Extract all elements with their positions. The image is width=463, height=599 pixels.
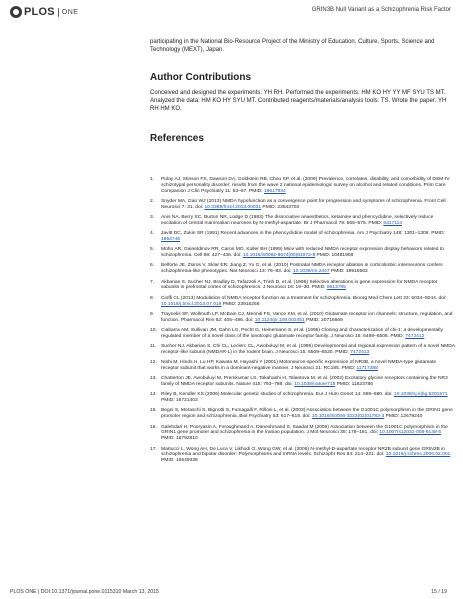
reference-body: Anis NA, Berry SC, Burton NR, Lodge D (1983) The dissociative anaesthetics, ketamine and phencyclidine, selectively reduce excitation of central mammalian neurones by N-methyl-aspartate. Br J Pharmacol 79: 565–575. PMID:	[161, 215, 434, 227]
reference-suffix: PMID: 23543703	[261, 204, 300, 210]
reference-text	[161, 447, 455, 465]
reference-text	[161, 408, 455, 420]
reference-number: 4.	[150, 231, 155, 237]
reference-text	[161, 376, 455, 388]
reference-suffix: PMID: 18792810	[161, 436, 198, 442]
reference-body: Pulay AJ, Stinson FS, Dawson DA, Goldstein RB, Chou SP, et al. (2009) Prevalence, correlates, disability, and comorbidity of DSM-IV schizotypal personality disorder: results from the wave 2 national epidemiologic survey on alcohol and related conditions. Prim Care Companion J Clin Psychiatry 11: 53–67. PMID:	[161, 177, 450, 194]
reference-body: Mohn AR, Gainetdinov RR, Caron MG, Koller BH (1999) Mice with reduced NMDA receptor expression display behaviors related to schizophrenia. Cell 98: 427–436. doi:	[161, 247, 444, 259]
reference-link[interactable]: 8613785	[326, 285, 346, 291]
reference-number: 8.	[150, 295, 155, 301]
reference-number: 10.	[150, 327, 157, 333]
page-number: 15 / 19	[431, 589, 447, 595]
reference-body: Riley B, Kendler KS (2006) Molecular genetic studies of schizophrenia. Eur J Hum Genet 14: 669–680. doi:	[161, 392, 394, 398]
reference-body: Akbarian S, Sucher NJ, Bradley D, Tafazzoli A, Trinh D, et al. (1996) Selective alterations in gene expression for NMDA receptor subunits in prefrontal cortex of schizophrenics. J Neurosci 16: 19–30. PMID:	[161, 279, 438, 291]
reference-item	[150, 408, 455, 420]
reference-text	[161, 360, 455, 372]
reference-item	[150, 247, 455, 259]
reference-text	[161, 312, 455, 324]
reference-item	[150, 263, 455, 275]
reference-link[interactable]: 10.1038/sj.ejhg.5201571	[393, 392, 448, 398]
reference-body: Belforte JE, Zsiros V, Sklar ER, Jiang Z, Yu G, et al. (2010) Postnatal NMDA receptor ablation in corticolimbic interneurons confers schizophrenia-like phenotypes. Nat Neurosci 13: 76–83. doi:	[161, 263, 443, 275]
reference-body: Ciabarra AM, Sullivan JM, Gahn LG, Pecht G, Heinemann S, et al. (1995) Cloning and characterization of chi-1: a developmentally regulated member of a novel class of the ionotropic glutamate receptor family. J Neurosci 15: 6498–6508. PMID:	[161, 327, 443, 339]
reference-link[interactable]: 1654746	[161, 237, 181, 243]
reference-suffix: PMID: 19915563	[329, 269, 368, 275]
reference-link[interactable]: 10.1016/S0092-8674(00)81972-8	[242, 253, 316, 259]
reference-number: 1.	[150, 177, 155, 182]
reference-link[interactable]: 7472412	[405, 333, 425, 339]
reference-text	[161, 344, 455, 356]
reference-link[interactable]: 10.1016/S0006-3223(02)01783-3	[311, 414, 385, 420]
reference-item	[150, 280, 455, 292]
reference-suffix: PMID: 20716669	[304, 317, 343, 323]
reference-body: Begni S, Moraschi S, Bignotti S, Fumagalli F, Rillosi L, et al. (2003) Association between the G1001C polymorphism in the GRIN1 gene promoter region and schizophrenia. Biol Psychiatry 53: 617–619. doi:	[161, 408, 453, 420]
reference-item	[150, 231, 455, 243]
logo-divider	[58, 8, 59, 17]
reference-number: 11.	[150, 344, 157, 349]
reference-text	[161, 263, 455, 275]
reference-link[interactable]: 11717388	[356, 366, 378, 372]
reference-text	[161, 392, 455, 404]
reference-link[interactable]: 10.1038/nn.2447	[292, 269, 330, 275]
reference-suffix: PMID: 12679240	[384, 414, 423, 420]
reference-text	[161, 177, 455, 195]
reference-suffix: PMID: 16721403	[161, 398, 198, 404]
reference-link[interactable]: 10.1007/s12031-008-9148-5	[379, 430, 442, 436]
reference-suffix: PMID: 11823786	[335, 382, 373, 388]
reference-text	[161, 215, 455, 227]
reference-text	[161, 199, 455, 211]
reference-number: 5.	[150, 247, 155, 253]
reference-number: 7.	[150, 279, 155, 285]
reference-link[interactable]: 10.1016/j.schres.2006.02.001	[385, 452, 451, 458]
reference-item	[150, 425, 455, 443]
reference-text	[161, 328, 455, 340]
reference-body: Nishi M, Hinds H, Lu HP, Kawata M, Hayashi Y (2001) Motoneuron-specific expression of NR3B, a novel NMDA-type glutamate receptor subunit that works in a dominant-negative manner. J Neurosci 21: RC185. PMID:	[161, 360, 437, 372]
plos-logo-icon	[10, 6, 22, 18]
reference-suffix: PMID: 23916256	[221, 301, 260, 307]
footer-citation: PLOS ONE | DOI:10.1371/journal.pone.0115310 March 13, 2015	[10, 589, 159, 595]
reference-number: 13.	[150, 376, 157, 382]
reference-number: 2.	[150, 199, 155, 205]
logo-plos-text: PLOS	[24, 6, 55, 18]
references-list	[150, 177, 455, 469]
reference-body: Cioffi CL (2013) Modulation of NMDA receptor function as a treatment for schizophrenia. Bioorg Med Chem Lett 23: 5034–5044. doi:	[161, 295, 447, 301]
reference-number: 15.	[150, 408, 157, 414]
reference-item	[150, 296, 455, 308]
reference-item	[150, 328, 455, 340]
reference-link[interactable]: 10.1124/pr.109.002451	[254, 317, 305, 323]
reference-text	[161, 247, 455, 259]
author-contributions-heading: Author Contributions	[150, 72, 252, 83]
references-heading: References	[150, 133, 204, 144]
reference-text	[161, 296, 455, 308]
intro-paragraph: participating in the National Bio-Resource Project of the Ministry of Education, Culture, Sports, Science and Technology (MEXT), Japan.	[150, 39, 435, 53]
reference-link[interactable]: 19617934	[263, 188, 286, 194]
reference-text	[161, 231, 455, 243]
reference-item	[150, 312, 455, 324]
reference-link[interactable]: 10.1016/j.bmcl.2013.07.019	[161, 301, 222, 307]
reference-item	[150, 215, 455, 227]
reference-body: Snyder MA, Gao WJ (2013) NMDA hypofunction as a convergence point for progression and symptoms of schizophrenia. Front Cell Neurosci 7: 31. doi:	[161, 199, 446, 210]
reference-body: Sucher NJ, Akbarian S, Chi CL, Leclerc CL, Awobuluyi M, et al. (1995) Developmental and regional expression pattern of a novel NMDA receptor-like subunit (NMDAR-L) in the rodent brain. J Neurosci 15: 6509–6520. PMID:	[161, 344, 455, 355]
reference-body: Chatterton JE, Awobuluyi M, Premkumar LS, Takahashi H, Talantova M, et al. (2002) Excitatory glycine receptors containing the NR3 family of NMDA receptor subunits. Nature 415: 793–798. doi:	[161, 376, 448, 388]
reference-link[interactable]: 10.1038/nature715	[294, 382, 336, 388]
reference-item	[150, 360, 455, 372]
reference-number: 17.	[150, 446, 157, 452]
reference-number: 3.	[150, 215, 155, 221]
reference-link[interactable]: 10.3389/fncel.2013.00031	[204, 204, 262, 210]
reference-number: 16.	[150, 424, 157, 430]
plos-one-logo	[10, 6, 78, 18]
reference-item	[150, 344, 455, 356]
reference-text	[161, 425, 455, 443]
logo-one-text: ONE	[61, 8, 79, 16]
reference-number: 6.	[150, 263, 155, 269]
reference-body: Martucci L, Wong AH, De Luca V, Likhodi O, Wong GW, et al. (2006) N-methyl-D-aspartate receptor NR2B subunit gene GRIN2B in schizophrenia and bipolar disorder: Polymorphisms and mRNA levels. Schizophr Res 84: 214–221. doi:	[161, 446, 445, 458]
reference-item	[150, 177, 455, 195]
reference-suffix: PMID: 10481908	[315, 253, 354, 259]
reference-item	[150, 199, 455, 211]
page-footer	[0, 589, 463, 599]
reference-item	[150, 392, 455, 404]
reference-link[interactable]: 7472413	[350, 349, 370, 355]
reference-body: Traynelis SF, Wollmuth LP, McBain CJ, Menniti FS, Vance KM, et al. (2010) Glutamate receptor ion channels: structure, regulation, and function. Pharmacol Rev 62: 405–496. doi:	[161, 311, 453, 323]
reference-link[interactable]: 6317114	[383, 221, 403, 227]
author-contributions-text: Conceived and designed the experiments: YH RH. Performed the experiments: HM KO HY YY MF SYU TS MT. Analyzed the data: HM KO HY SYU MT. Contributed reagents/materials/analysis tools: TS. Wrote the paper: YH RH HM KO.	[150, 90, 447, 112]
running-title: GRIN3B Null Variant as a Schizophrenia Risk Factor	[311, 7, 451, 13]
reference-number: 12.	[150, 360, 157, 366]
reference-suffix: PMID: 16549338	[161, 458, 198, 464]
reference-body: Galehdari H, Pooryasin A, Foroughmand A, Daneshmand S, Saadat M (2009) Association between the G1001C polymorphism in the GRIN1 gene promoter and schizophrenia in the Iranian population. J Mol Neurosci 38: 178–181. doi:	[161, 424, 448, 436]
reference-number: 14.	[150, 392, 157, 398]
reference-text	[161, 280, 455, 292]
reference-number: 9.	[150, 311, 155, 317]
page-header	[0, 0, 463, 22]
reference-item	[150, 447, 455, 465]
reference-item	[150, 376, 455, 388]
reference-body: Javitt DC, Zukin SR (1991) Recent advances in the phencyclidine model of schizophrenia. Am J Psychiatry 148: 1301–1308. PMID:	[161, 231, 445, 237]
